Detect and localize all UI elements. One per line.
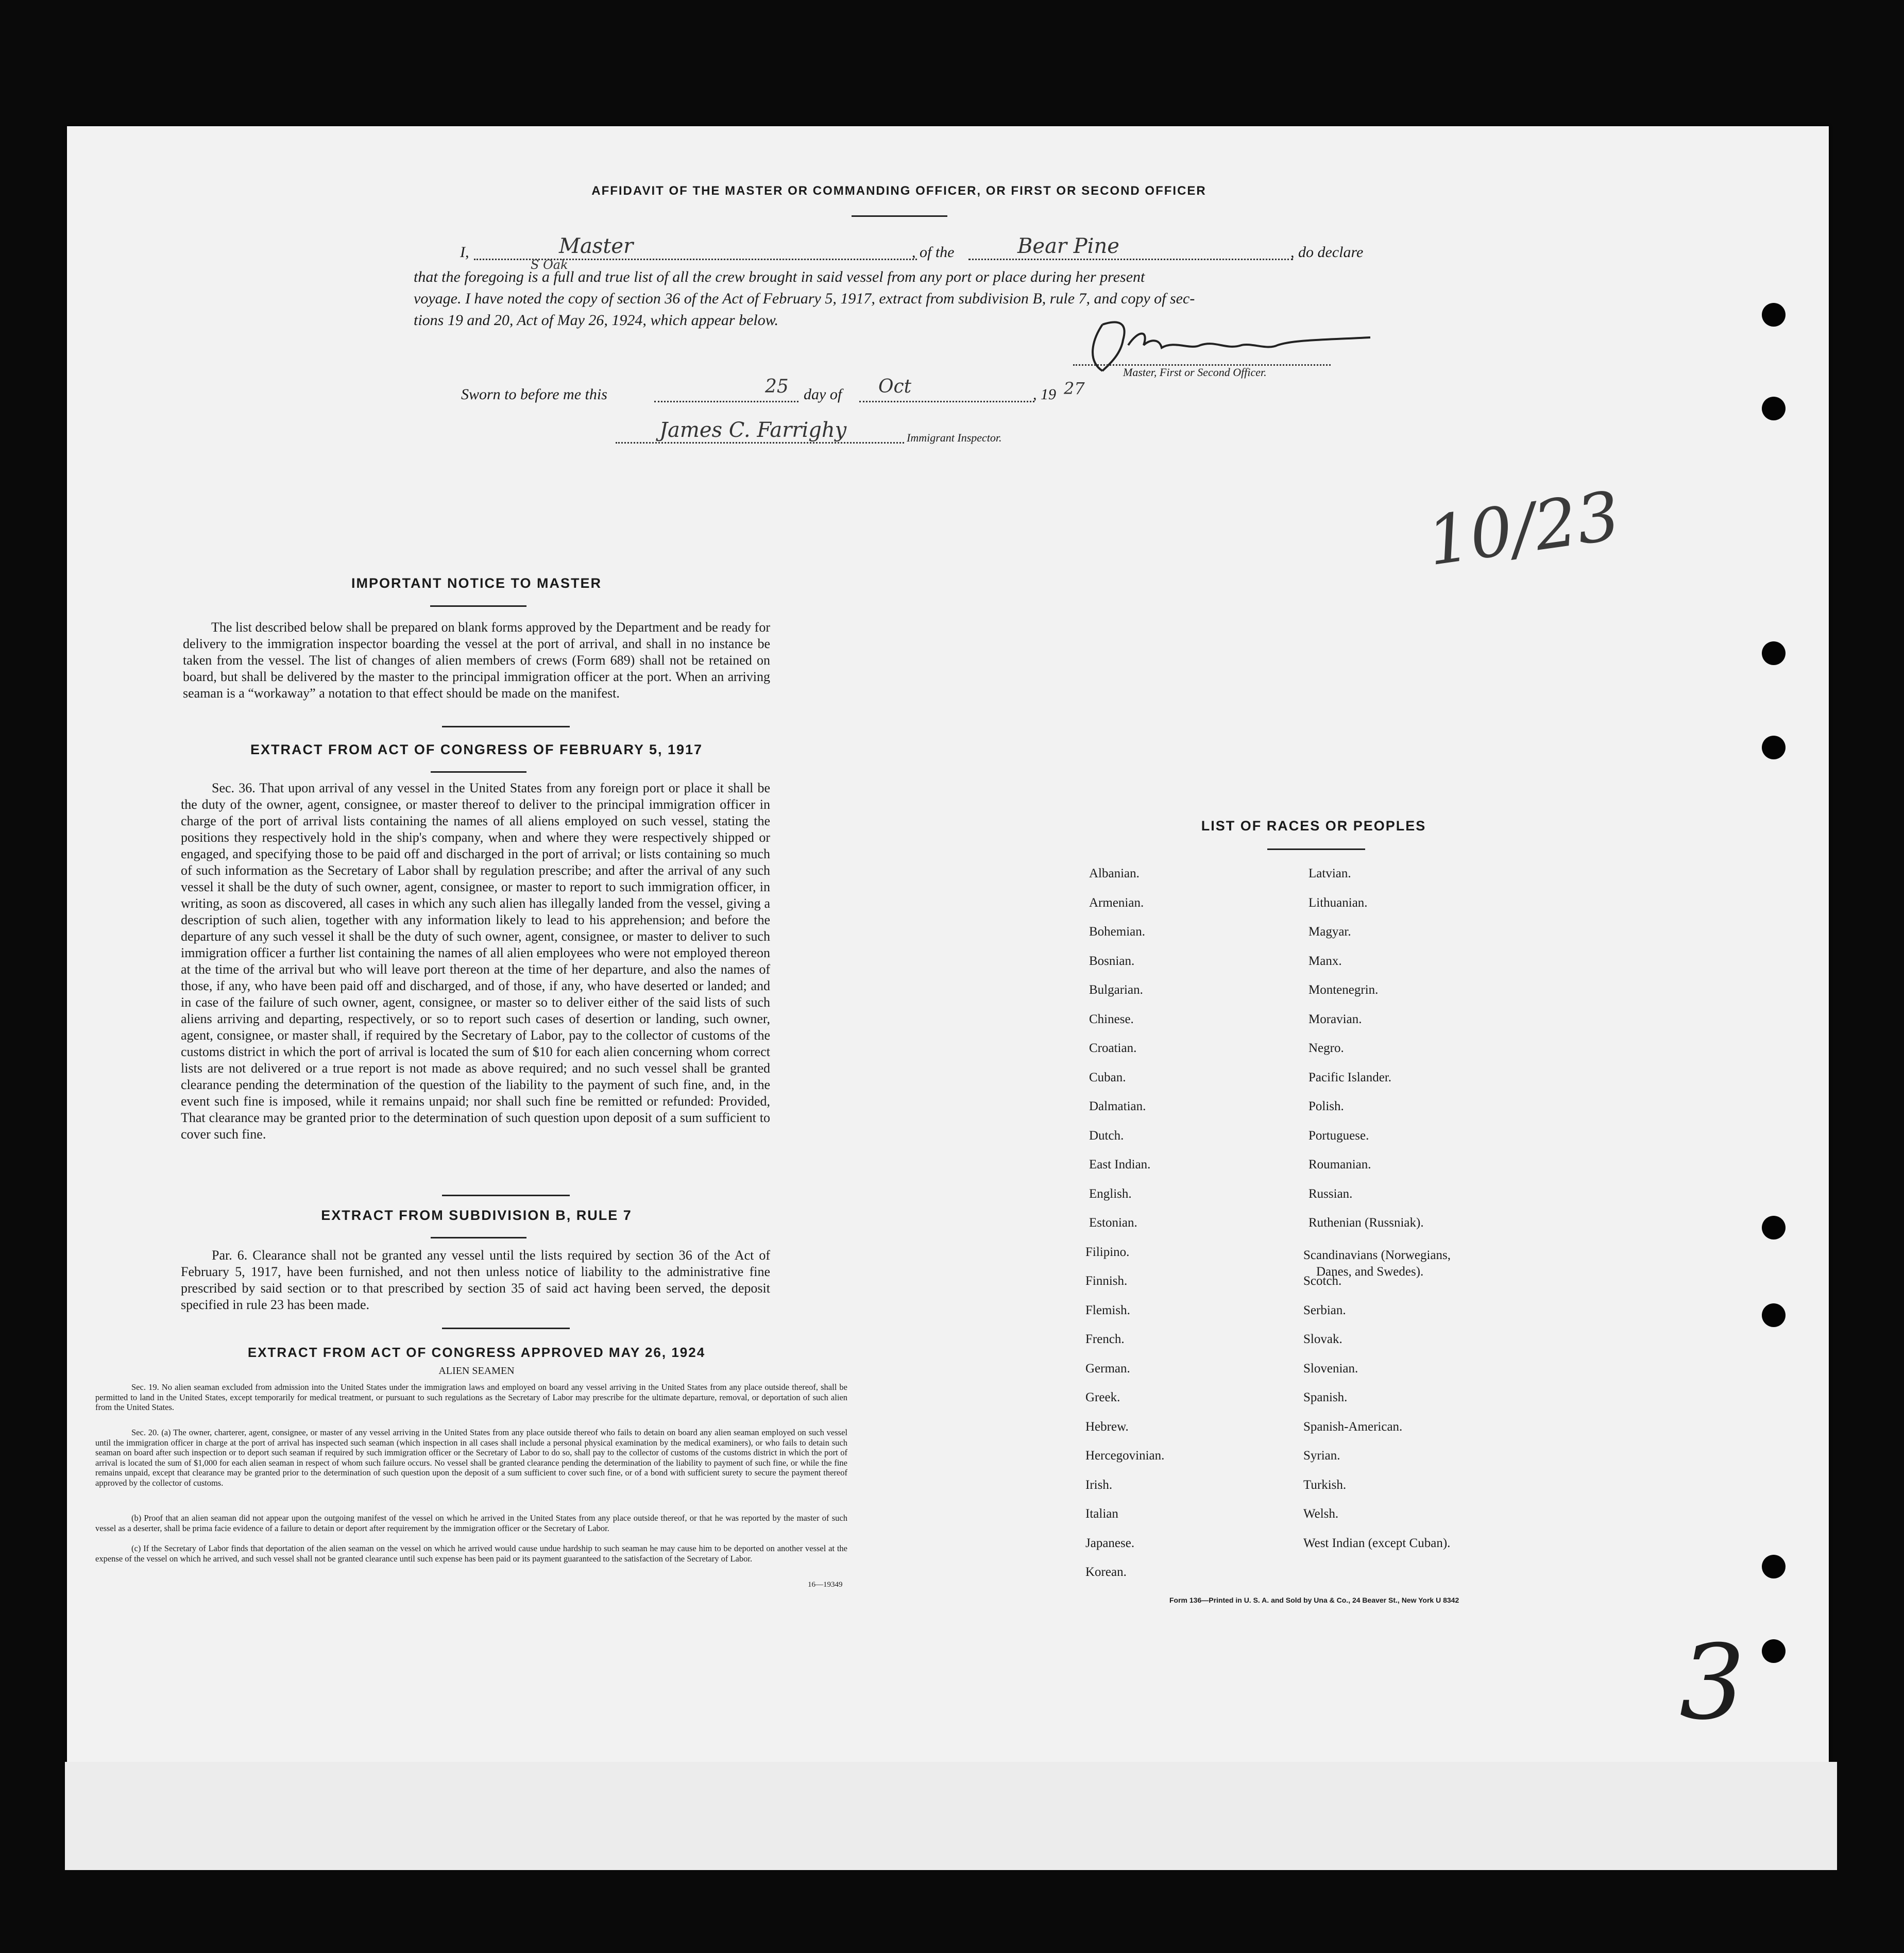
divider [431,1237,526,1238]
race-item: Estonian. [1089,1216,1137,1230]
sec20a-body: Sec. 20. (a) The owner, charterer, agent, consignee, or master of any vessel arriving in the United States from any place outside thereof who fails to detain on board any alien seaman employed on such vessel until the immigration officer in charge at the port of arrival has inspected such seaman (which inspection in all cases shall include a personal physical examination by the medical examiners), or who fails to detain such seaman on board after such inspection or to deport such seaman if required by such immigration officer or the Secretary of Labor to do so, shall pay to the collector of customs of the customs district in which the port of arrival is located the sum of $1,000 for each alien seaman in respect of whom such failure occurs. No vessel shall be granted clearance pending the determination of the liability to payment of such fine, or while the fine remains unpaid, except that clearance may be granted prior to the determination of such question upon the deposit of a sum sufficient to cover such fine, or of a bond with sufficient surety to secure the payment thereof approved by the collector of customs. [95,1428,847,1488]
race-item: Spanish. [1303,1390,1348,1404]
race-item: Spanish-American. [1303,1419,1403,1434]
binder-hole [1762,736,1786,759]
race-item: Hebrew. [1085,1419,1129,1434]
race-item: Negro. [1308,1041,1344,1055]
form-number: 16—19349 [808,1581,843,1589]
binder-hole [1762,397,1786,420]
race-item: Flemish. [1085,1303,1130,1317]
race-item: Filipino. [1085,1245,1130,1259]
race-item: Pacific Islander. [1308,1070,1392,1084]
binder-hole [1762,1555,1786,1578]
race-item: Croatian. [1089,1041,1137,1055]
binder-hole [1762,641,1786,665]
extract-1924-title: EXTRACT FROM ACT OF CONGRESS APPROVED MAY 26, 1924 [247,1345,706,1360]
race-item: West Indian (except Cuban). [1303,1536,1451,1550]
vessel-blank [968,259,1293,260]
race-item: Ruthenian (Russniak). [1308,1216,1424,1230]
sec20c-body: (c) If the Secretary of Labor finds that deportation of the alien seaman on the vessel on which he arrived would cause undue hardship to such seaman he may cause him to be deported on another vessel at the expense of the vessel on which he arrived, and such vessel shall not be granted clearance until such expense has been paid or its payment guaranteed to the satisfaction of the Secretary of Labor. [95,1543,847,1564]
divider [442,1328,570,1329]
page-bottom-edge [65,1762,1837,1870]
affidavit-line-2: that the foregoing is a full and true list of all the crew brought in said vessel from any port or place during her present [414,268,1145,285]
race-item: Japanese. [1085,1536,1135,1550]
day-blank [654,401,798,402]
divider [852,215,947,217]
page-mark: 3 [1679,1623,1745,1743]
race-item: German. [1085,1361,1130,1375]
race-item: Hercegovinian. [1085,1449,1165,1463]
race-item: Scandinavians (Norwegians, [1303,1248,1451,1262]
race-item: East Indian. [1089,1158,1151,1171]
race-item: Scotch. [1303,1274,1342,1288]
race-item: Turkish. [1303,1478,1347,1492]
race-item: Syrian. [1303,1449,1340,1463]
race-item: Dalmatian. [1089,1099,1146,1113]
binder-hole [1762,1303,1786,1327]
binder-hole [1762,1639,1786,1663]
handwritten-year: 27 [1064,379,1085,398]
race-item: Albanian. [1089,867,1140,880]
race-item: Serbian. [1303,1303,1346,1317]
race-item: Manx. [1308,954,1342,968]
month-blank [859,401,1034,402]
divider [430,605,526,607]
extract-1924-subtitle: ALIEN SEAMEN [438,1365,515,1377]
race-item: Montenegrin. [1308,983,1379,997]
race-item: Korean. [1085,1565,1127,1579]
race-item: Armenian. [1089,895,1144,910]
day-of-text: day of [804,386,842,403]
race-item: Portuguese. [1308,1128,1369,1143]
sworn-text: Sworn to before me this [461,386,607,403]
race-item: Italian [1085,1507,1118,1521]
race-item: Irish. [1085,1478,1113,1492]
race-item: Dutch. [1089,1128,1124,1143]
handwritten-insert: S Oak [531,258,568,272]
subdivision-body: Par. 6. Clearance shall not be granted any vessel until the lists required by section 36 of the Act of February 5, 1917, have been furnished, and not then unless notice of liability to the administrative fine prescribed by said section or to that prescribed by section 35 of said act having been served, the deposit specified in rule 23 has been made. [181,1248,770,1312]
race-item: Roumanian. [1308,1158,1371,1171]
year-prefix: , 19 [1033,386,1056,403]
inspector-blank [616,442,904,444]
affidavit-line-3: voyage. I have noted the copy of section 36 of the Act of February 5, 1917, extract from subdivision B, rule 7, and copy of sec- [414,290,1195,307]
handwritten-day: 25 [765,376,789,397]
race-item: Lithuanian. [1308,895,1368,910]
affidavit-title: AFFIDAVIT OF THE MASTER OR COMMANDING OFFICER, OR FIRST OR SECOND OFFICER [591,184,1206,198]
divider [431,771,526,773]
race-item: Greek. [1085,1390,1120,1404]
races-title: LIST OF RACES OR PEOPLES [1201,818,1426,834]
inspector-caption: Immigrant Inspector. [907,431,1002,444]
affidavit-do-declare: , do declare [1290,244,1364,261]
affidavit-i: I, [460,244,469,261]
race-item: Cuban. [1089,1070,1126,1084]
race-item: Latvian. [1308,867,1351,880]
divider [1267,848,1365,850]
affidavit-of-the: , of the [912,244,955,261]
extract-1917-title: EXTRACT FROM ACT OF CONGRESS OF FEBRUARY 5, 1917 [250,742,703,757]
race-item: Welsh. [1303,1507,1339,1521]
extract-1917-body: Sec. 36. That upon arrival of any vessel in the United States from any foreign port or place it shall be the duty of the owner, agent, consignee, or master thereof to deliver to the principal immigration officer in charge of the port of arrival lists containing the names of all aliens employed on such vessel, stating the positions they respectively hold in the ship's company, when and where they were respectively shipped or engaged, and specifying those to be paid off and discharged in the port of arrival; or lists containing so much of such information as the Secretary of Labor shall by regulation prescribe; and after the arrival of any such vessel it shall be the duty of such owner, agent, consignee, or master to report to such immigration officer, in writing, as soon as discovered, all cases in which any such alien has illegally landed from the vessel, giving a description of such alien, together with any information likely to lead to his apprehension; and before the departure of any such vessel it shall be the duty of such owner, agent, consignee, or master to deliver to such immigration officer a further list containing the names of all alien employees who were not employed thereon at the time of the arrival but who will leave port thereon at the time of her departure, and also the names of those, if any, who have been paid off and discharged, and of those, if any, who have deserted or landed; and in case of the failure of such owner, agent, consignee, or master so to deliver either of the said lists of such aliens arriving and departing, respectively, or so to report such cases of desertion or landing, such owner, agent, consignee, or master shall, if required by the Secretary of Labor, pay to the collector of customs of the customs district in which the port of arrival is located the sum of $10 for each alien concerning whom correct lists are not delivered or a true report is not made as above required; and no such vessel shall be granted clearance pending the determination of the question of the liability to the payment of such fine, and, in the event such fine is imposed, while it remains unpaid; nor shall such fine be remitted or refunded: Provided, That clearance may be granted prior to the determination of such question upon deposit of a sum sufficient to cover such fine. [181,780,770,1142]
race-item: English. [1089,1186,1132,1201]
margin-note: 10/23 [1422,476,1625,581]
form-footer: Form 136—Printed in U. S. A. and Sold by Una & Co., 24 Beaver St., New York U 8342 [1169,1596,1459,1604]
handwritten-name: Master [559,234,634,258]
race-item: Bulgarian. [1089,983,1143,997]
sec19-body: Sec. 19. No alien seaman excluded from admission into the United States under the immigration laws and employed on board any vessel arriving in the United States from any place outside thereof, shall be permitted to land in the United States, except temporarily for medical treatment, or pursuant to such regulations as the Secretary of Labor may prescribe for the ultimate departure, removal, or deportation of such alien from the United States. [95,1382,847,1412]
master-caption: Master, First or Second Officer. [1123,366,1267,379]
sec20b-body: (b) Proof that an alien seaman did not appear upon the outgoing manifest of the vessel on which he arrived in the United States from any place outside thereof, or that he was reported by the master of such vessel as a deserter, shall be prima facie evidence of a failure to detain or deport after requirement by the immigration officer or the Secretary of Labor. [95,1513,847,1533]
handwritten-inspector: James C. Farrighy [659,418,847,442]
race-item: Bohemian. [1089,925,1146,939]
divider [442,726,570,727]
handwritten-month: Oct [878,376,912,397]
race-item: French. [1085,1332,1125,1346]
binder-hole [1762,1216,1786,1239]
race-item: Bosnian. [1089,954,1135,968]
race-item: Magyar. [1308,925,1351,939]
race-item: Polish. [1308,1099,1344,1113]
divider [442,1195,570,1196]
race-item: Moravian. [1308,1012,1362,1026]
race-item: Danes, and Swedes). [1316,1265,1424,1279]
notice-title: IMPORTANT NOTICE TO MASTER [351,575,602,591]
race-item: Slovak. [1303,1332,1342,1346]
race-item: Russian. [1308,1186,1353,1201]
subdivision-title: EXTRACT FROM SUBDIVISION B, RULE 7 [321,1208,632,1223]
affidavit-line-4: tions 19 and 20, Act of May 26, 1924, which appear below. [414,312,779,329]
binder-hole [1762,303,1786,327]
notice-body: The list described below shall be prepared on blank forms approved by the Department and be ready for delivery to the immigration inspector boarding the vessel at the port of arrival, and shall in no instance be taken from the vessel. The list of changes of alien members of crews (Form 689) shall not be retained on board, but shall be delivered by the master to the principal immigration officer at the port. When an arriving seaman is a “workaway” a notation to that effect should be made on the manifest. [183,620,770,701]
race-item: Slovenian. [1303,1361,1358,1375]
race-item: Finnish. [1085,1274,1128,1288]
handwritten-vessel: Bear Pine [1017,234,1119,258]
race-item: Chinese. [1089,1012,1134,1026]
